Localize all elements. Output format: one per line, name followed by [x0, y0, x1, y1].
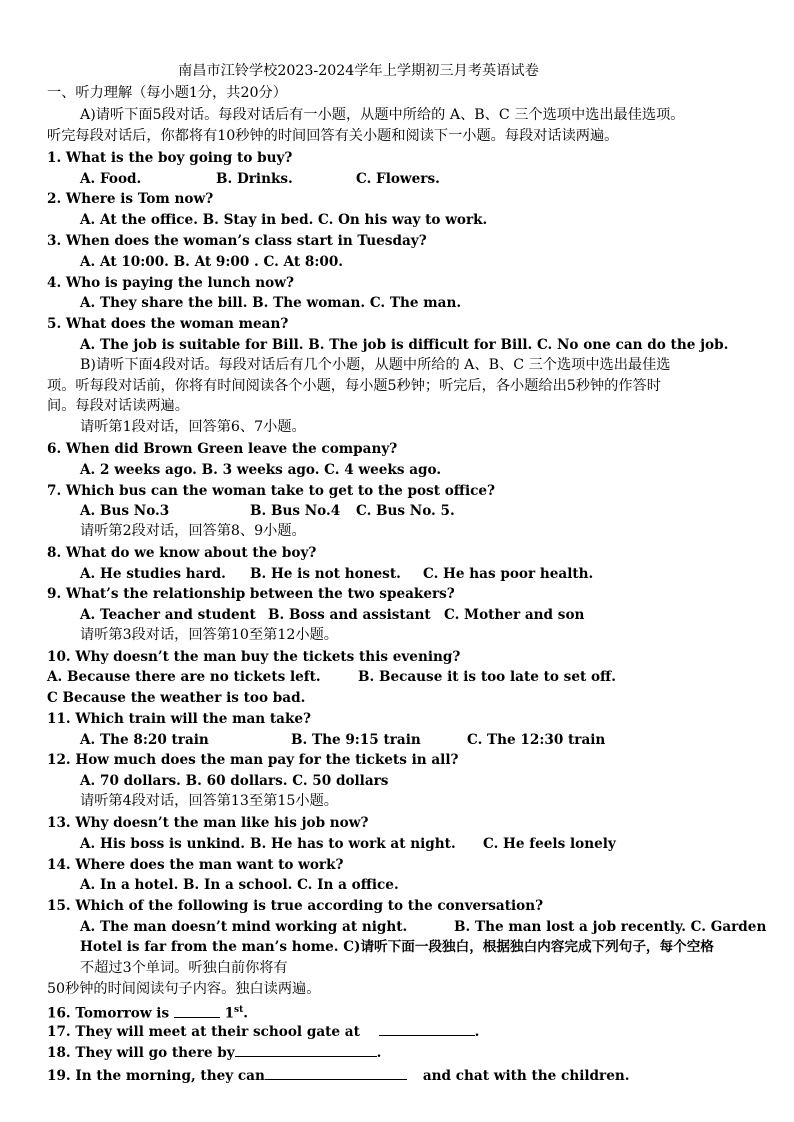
question-17-text: 17. They will meet at their school gate at — [47, 1024, 365, 1040]
question-19-text: 19. In the morning, they can — [47, 1068, 265, 1084]
part-c-instruction-2: 50秒钟的时间阅读句子内容。独白读两遍。 — [47, 981, 321, 997]
question-15-option-b: B. The man lost a job recently. C. Garden — [454, 919, 767, 935]
question-2-stem: 2. Where is Tom now? — [47, 191, 214, 207]
dialogue-1-note: 请听第1段对话，回答第6、7小题。 — [80, 419, 306, 435]
question-17-blank[interactable] — [379, 1022, 475, 1036]
question-6-stem: 6. When did Brown Green leave the company? — [47, 441, 398, 457]
question-16-text: 16. Tomorrow is — [47, 1005, 174, 1022]
dialogue-3-note: 请听第3段对话，回答第10至第12小题。 — [80, 627, 338, 643]
question-10-option-c: C Because the weather is too bad. — [47, 690, 306, 706]
question-5-stem: 5. What does the woman mean? — [47, 316, 289, 332]
section-heading: 一、听力理解（每小题1分，共20分） — [47, 85, 287, 101]
question-18-blank[interactable] — [235, 1043, 377, 1057]
question-19-suffix: and chat with the children. — [422, 1068, 630, 1084]
question-13-option-a: A. His boss is unkind. — [80, 836, 246, 852]
question-9-option-b: B. Boss and assistant — [268, 607, 431, 623]
question-12-options: A. 70 dollars. B. 60 dollars. C. 50 dollars — [80, 773, 389, 789]
question-18-text: 18. They will go there by — [47, 1045, 235, 1061]
question-7-stem: 7. Which bus can the woman take to get to the post office? — [47, 483, 495, 499]
dialogue-2-note: 请听第2段对话，回答第8、9小题。 — [80, 523, 306, 539]
question-17 — [47, 1022, 479, 1041]
question-11-option-c: C. The 12:30 train — [467, 732, 606, 748]
question-18 — [47, 1043, 381, 1062]
question-15-stem: 15. Which of the following is true according to the conversation? — [47, 898, 544, 914]
question-1-option-c: C. Flowers. — [356, 171, 440, 187]
question-10-stem: 10. Why doesn’t the man buy the tickets this evening? — [47, 649, 461, 665]
part-a-instruction-1: A)请听下面5段对话。每段对话后有一小题，从题中所给的 A、B、C 三个选项中选出最佳选项。 — [80, 107, 685, 123]
question-13-stem: 13. Why doesn’t the man like his job now? — [47, 815, 369, 831]
question-8-option-a: A. He studies hard. — [80, 566, 226, 582]
question-3-stem: 3. When does the woman’s class start in Tuesday? — [47, 233, 427, 249]
question-16-superscript: st — [234, 1005, 244, 1015]
question-15-continuation: Hotel is far from the man’s home. C)请听下面一段独白，根据独白内容完成下列句子，每个空格 — [80, 939, 714, 955]
question-8-option-b: B. He is not honest. — [250, 566, 401, 582]
question-10-option-a: A. Because there are no tickets left. — [47, 669, 321, 685]
question-2-options: A. At the office. B. Stay in bed. C. On his way to work. — [80, 212, 488, 228]
question-19-blank[interactable] — [265, 1066, 407, 1080]
question-1-option-b: B. Drinks. — [216, 171, 293, 187]
question-6-options: A. 2 weeks ago. B. 3 weeks ago. C. 4 weeks ago. — [80, 462, 442, 478]
question-1-stem: 1. What is the boy going to buy? — [47, 150, 293, 166]
part-a-instruction-2: 听完每段对话后，你都将有10秒钟的时间回答有关小题和阅读下一小题。每段对话读两遍。 — [47, 128, 619, 144]
question-1-option-a: A. Food. — [80, 171, 142, 187]
question-5-options: A. The job is suitable for Bill. B. The job is difficult for Bill. C. No one can do the job. — [80, 337, 729, 353]
question-8-stem: 8. What do we know about the boy? — [47, 545, 317, 561]
part-b-instruction-2: 项。听每段对话前，你将有时间阅读各个小题，每小题5秒钟；听完后，各小题给出5秒钟的作答时 — [47, 378, 661, 394]
exam-title: 南昌市江铃学校2023-2024学年上学期初三月考英语试卷 — [178, 63, 539, 79]
question-9-option-c: C. Mother and son — [444, 607, 585, 623]
part-b-instruction-1: B)请听下面4段对话。每段对话后有几个小题，从题中所给的 A、B、C 三个选项中选出最佳选 — [80, 357, 671, 373]
question-16-suffix: 1 — [219, 1005, 235, 1022]
part-b-instruction-3: 间。每段对话读两遍。 — [47, 398, 189, 414]
question-7-option-b: B. Bus No.4 — [250, 503, 341, 519]
question-13-option-c: C. He feels lonely — [483, 836, 616, 852]
question-13-option-b: B. He has to work at night. — [250, 836, 456, 852]
question-3-options: A. At 10:00. B. At 9:00 . C. At 8:00. — [80, 254, 344, 270]
question-11-stem: 11. Which train will the man take? — [47, 711, 312, 727]
question-16 — [47, 1001, 248, 1023]
dialogue-4-note: 请听第4段对话，回答第13至第15小题。 — [80, 793, 338, 809]
question-4-options: A. They share the bill. B. The woman. C. The man. — [80, 295, 462, 311]
question-7-option-c: C. Bus No. 5. — [356, 503, 455, 519]
question-4-stem: 4. Who is paying the lunch now? — [47, 275, 294, 291]
question-16-blank[interactable] — [174, 1004, 220, 1018]
question-10-option-b: B. Because it is too late to set off. — [358, 669, 616, 685]
question-19 — [47, 1066, 629, 1085]
question-7-option-a: A. Bus No.3 — [80, 503, 170, 519]
question-9-option-a: A. Teacher and student — [80, 607, 256, 623]
question-11-option-a: A. The 8:20 train — [80, 732, 209, 748]
question-8-option-c: C. He has poor health. — [423, 566, 594, 582]
question-16-end: . — [243, 1005, 249, 1022]
part-c-instruction-1: 不超过3个单词。听独白前你将有 — [80, 960, 288, 976]
question-9-stem: 9. What’s the relationship between the two speakers? — [47, 586, 455, 602]
question-18-end: . — [376, 1045, 382, 1061]
question-12-stem: 12. How much does the man pay for the tickets in all? — [47, 752, 459, 768]
question-14-options: A. In a hotel. B. In a school. C. In a office. — [80, 877, 399, 893]
question-17-end: . — [474, 1024, 480, 1040]
question-14-stem: 14. Where does the man want to work? — [47, 857, 344, 873]
question-15-option-a: A. The man doesn’t mind working at night. — [80, 919, 408, 935]
question-11-option-b: B. The 9:15 train — [291, 732, 421, 748]
